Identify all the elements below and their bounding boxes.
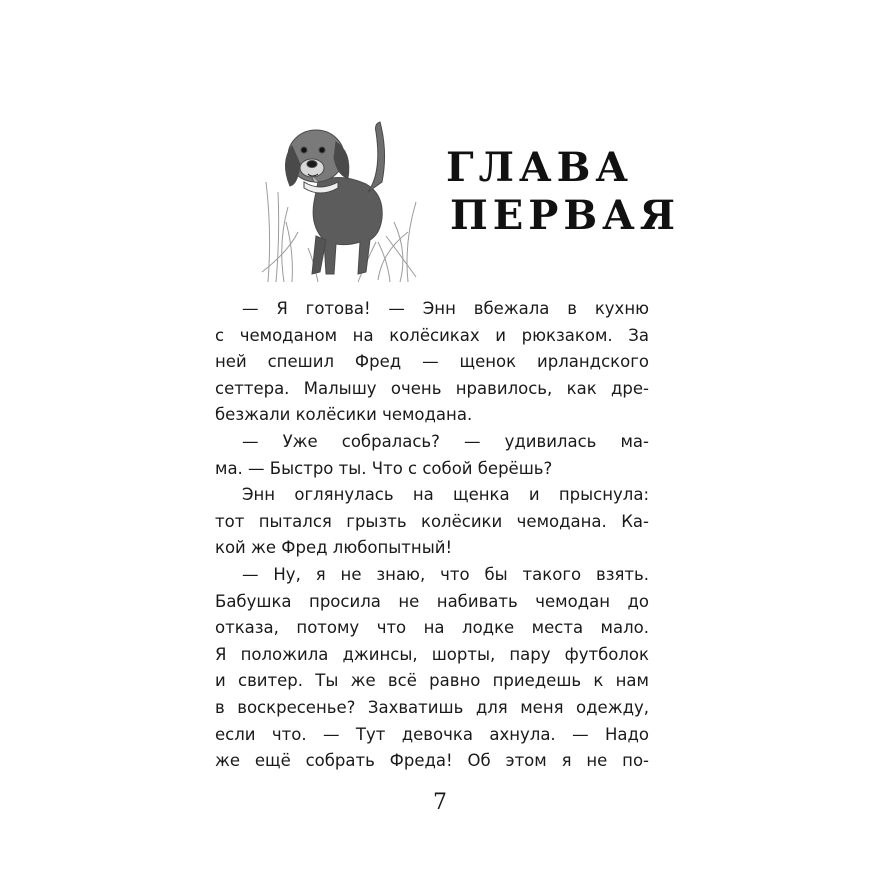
paragraph: [215, 296, 649, 429]
paragraph: [215, 482, 649, 562]
chapter-word-2: ПЕРВАЯ: [450, 192, 680, 239]
text-line: кой же Фред любопытный!: [215, 538, 453, 558]
text-line: безжали колёсики чемодана.: [215, 405, 473, 425]
body-text: [215, 296, 649, 775]
text-line: тот пытался грызть колёсики чемодана. Ка-: [215, 511, 649, 531]
paragraph: [215, 429, 649, 482]
text-line: же ещё собрать Фреда! Об этом я не по-: [215, 751, 649, 771]
text-line: ма. — Быстро ты. Что с собой берёшь?: [215, 458, 553, 478]
text-line: — Уже собралась? — удивилась ма-: [242, 431, 649, 451]
text-line: — Я готова! — Энн вбежала в кухню: [242, 299, 649, 318]
text-line: если что. — Тут девочка ахнула. — Надо: [215, 724, 649, 744]
text-line: отказа, потому что на лодке места мало.: [215, 618, 649, 638]
text-line: ней спешил Фред — щенок ирландского: [215, 352, 649, 372]
text-line: Энн оглянулась на щенка и прыснула:: [242, 485, 649, 505]
puppy-illustration: [258, 112, 426, 284]
text-line: в воскресенье? Захватишь для меня одежду,: [215, 697, 649, 717]
text-line: Бабушка просила не набивать чемодан до: [215, 591, 649, 611]
text-line: Я положила джинсы, шорты, пару футболок: [215, 644, 649, 664]
text-line: с чемоданом на колёсиках и рюкзаком. За: [215, 325, 649, 345]
text-line: — Ну, я не знаю, что бы такого взять.: [242, 564, 649, 584]
chapter-heading: [446, 144, 680, 240]
paragraph: [215, 562, 649, 775]
page-number: 7: [433, 790, 447, 815]
chapter-word-1: ГЛАВА: [446, 144, 633, 191]
text-line: и свитер. Ты же всё равно приедешь к нам: [215, 671, 649, 691]
text-line: сеттера. Малышу очень нравилось, как дре-: [215, 378, 649, 398]
